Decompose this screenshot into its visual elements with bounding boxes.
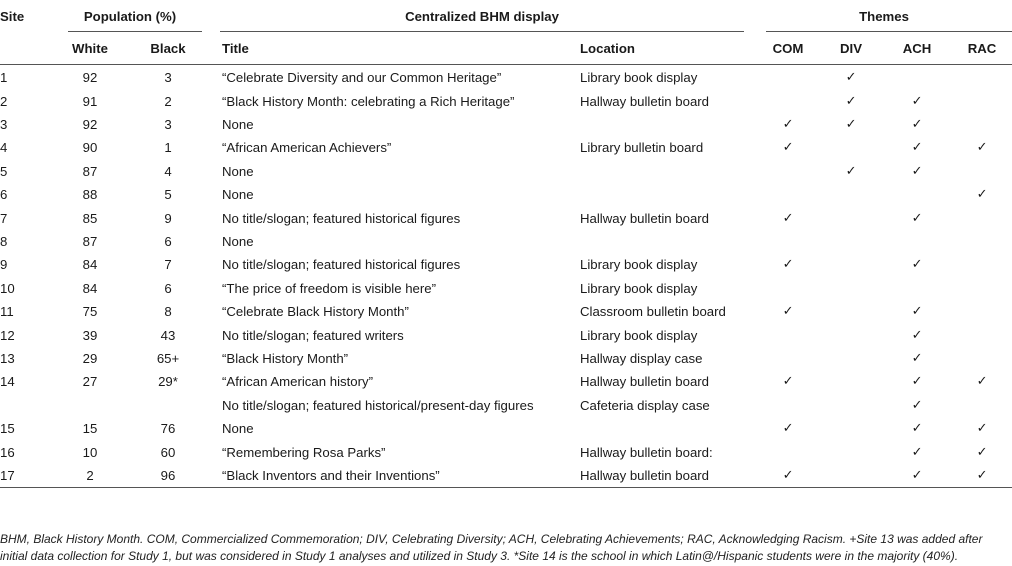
cell-ach: ✓: [911, 140, 923, 156]
cell-div: ✓: [845, 117, 857, 133]
cell-div: ✓: [845, 93, 857, 109]
cell-div: ✓: [845, 69, 857, 85]
cell-site: 14: [0, 374, 15, 390]
table-row: [0, 370, 1012, 393]
cell-white: 84: [82, 257, 98, 273]
cell-black: 6: [164, 234, 172, 250]
cell-white: 88: [82, 187, 98, 203]
cell-div: [820, 300, 882, 323]
cell-site: 2: [0, 93, 8, 109]
cell-white: 84: [82, 280, 98, 296]
cell-div: [820, 417, 882, 440]
cell-location: Hallway bulletin board: [580, 210, 710, 226]
cell-rac: ✓: [952, 464, 1012, 488]
cell-rac: [952, 206, 1012, 229]
cell-rac: [952, 394, 1012, 417]
cell-location: Library book display: [580, 280, 698, 296]
cell-ach: [882, 183, 952, 206]
cell-div: [820, 370, 882, 393]
cell-black: 7: [164, 257, 172, 273]
cell-black: [128, 394, 208, 417]
cell-black: 3: [164, 69, 172, 85]
cell-com: [756, 65, 820, 90]
cell-white: 91: [82, 93, 98, 109]
cell-ach: [882, 230, 952, 253]
cell-location: Classroom bulletin board: [580, 304, 726, 320]
table-row: [0, 183, 1012, 206]
cell-div: [820, 183, 882, 206]
col-header-rac: RAC: [952, 32, 1012, 65]
cell-site: 12: [0, 327, 15, 343]
col-header-site-spacer: [0, 32, 52, 65]
cell-ach: ✓: [911, 350, 923, 366]
cell-ach: ✓: [911, 163, 923, 179]
cell-black: 9: [164, 210, 172, 226]
cell-white: 90: [82, 140, 98, 156]
table-row: [0, 347, 1012, 370]
cell-ach: ✓: [911, 304, 923, 320]
cell-site: 7: [0, 210, 8, 226]
cell-black: 76: [160, 421, 176, 437]
cell-rac: ✓: [976, 140, 988, 156]
cell-black: 3: [164, 117, 172, 133]
cell-site: 15: [0, 421, 15, 437]
col-header-population: Population (%): [52, 0, 208, 32]
cell-white: [52, 394, 128, 417]
cell-title: “Celebrate Diversity and our Common Heritage”: [222, 69, 502, 85]
cell-ach: ✓: [911, 327, 923, 343]
cell-location: Library book display: [580, 69, 698, 85]
cell-site: 9: [0, 257, 8, 273]
cell-location: Hallway bulletin board: [580, 464, 756, 488]
cell-title: No title/slogan; featured historical figures: [222, 257, 461, 273]
col-header-black: Black: [128, 32, 208, 65]
cell-com: [756, 230, 820, 253]
cell-title: “Black History Month”: [222, 350, 349, 366]
cell-com: ✓: [782, 304, 794, 320]
cell-location: Cafeteria display case: [580, 397, 710, 413]
table-row: [0, 277, 1012, 300]
cell-title: “Celebrate Black History Month”: [222, 304, 409, 320]
cell-ach: ✓: [911, 210, 923, 226]
cell-ach: [882, 277, 952, 300]
table-row: [0, 300, 1012, 323]
table-row: [0, 323, 1012, 346]
cell-location: [580, 113, 756, 136]
cell-site: 16: [0, 444, 15, 460]
cell-black: 8: [164, 304, 172, 320]
table-row: [0, 206, 1012, 229]
cell-com: [756, 394, 820, 417]
cell-site: 3: [0, 117, 8, 133]
cell-white: 92: [82, 117, 98, 133]
col-header-location: Location: [580, 32, 756, 65]
cell-white: 29: [82, 350, 98, 366]
cell-site: 8: [0, 234, 8, 250]
cell-white: 92: [82, 69, 98, 85]
cell-com: [756, 347, 820, 370]
cell-ach: [882, 65, 952, 90]
cell-div: [820, 464, 882, 488]
cell-ach: ✓: [911, 374, 923, 390]
table-row: [0, 464, 1012, 488]
cell-div: [820, 347, 882, 370]
cell-location: [580, 183, 756, 206]
cell-div: [820, 206, 882, 229]
cell-rac: ✓: [976, 187, 988, 203]
cell-black: 43: [160, 327, 176, 343]
cell-title: None: [222, 187, 254, 203]
cell-ach: ✓: [911, 257, 923, 273]
cell-location: Library book display: [580, 327, 698, 343]
cell-black: 96: [128, 464, 208, 488]
cell-black: 2: [164, 93, 172, 109]
cell-rac: [952, 323, 1012, 346]
table-row: [0, 65, 1012, 90]
table-row: [0, 90, 1012, 113]
cell-white: 87: [82, 163, 98, 179]
cell-site: 17: [0, 464, 52, 488]
cell-rac: [952, 300, 1012, 323]
cell-title: None: [222, 234, 254, 250]
cell-ach: ✓: [911, 421, 923, 437]
cell-title: “Black History Month: celebrating a Rich Heritage”: [222, 93, 515, 109]
cell-div: [820, 136, 882, 159]
cell-rac: ✓: [976, 421, 988, 437]
cell-rac: [952, 160, 1012, 183]
cell-white: 15: [82, 421, 98, 437]
col-header-ach: ACH: [882, 32, 952, 65]
cell-site: [0, 394, 52, 417]
cell-black: 6: [164, 280, 172, 296]
cell-com: [756, 323, 820, 346]
cell-site: 11: [0, 304, 14, 320]
cell-rac: [952, 113, 1012, 136]
table-row: [0, 230, 1012, 253]
cell-ach: ✓: [911, 93, 923, 109]
cell-location: Hallway bulletin board: [580, 93, 710, 109]
cell-black: 29*: [158, 374, 178, 390]
cell-location: [580, 230, 756, 253]
cell-site: 13: [0, 350, 15, 366]
cell-rac: [952, 347, 1012, 370]
cell-title: “African American Achievers”: [222, 140, 392, 156]
col-header-white: White: [52, 32, 128, 65]
cell-title: No title/slogan; featured historical/present-day figures: [222, 397, 534, 413]
cell-black: 60: [160, 444, 176, 460]
cell-div: ✓: [845, 163, 857, 179]
col-header-div: DIV: [820, 32, 882, 65]
cell-title: No title/slogan; featured historical figures: [222, 210, 461, 226]
cell-com: ✓: [756, 464, 820, 488]
col-header-themes: Themes: [756, 0, 1012, 32]
cell-rac: [952, 90, 1012, 113]
cell-title: None: [222, 163, 254, 179]
cell-com: ✓: [782, 140, 794, 156]
cell-rac: [952, 253, 1012, 276]
cell-div: [820, 277, 882, 300]
col-header-bhm-display: Centralized BHM display: [208, 0, 756, 32]
cell-location: Hallway bulletin board: [580, 374, 710, 390]
cell-title: None: [222, 117, 254, 133]
cell-ach: ✓: [882, 464, 952, 488]
cell-com: ✓: [782, 421, 794, 437]
cell-black: 65+: [156, 350, 180, 366]
cell-com: [756, 90, 820, 113]
cell-location: Library bulletin board: [580, 140, 704, 156]
cell-white: 87: [82, 234, 98, 250]
cell-location: [580, 160, 756, 183]
table-row: [0, 136, 1012, 159]
cell-site: 5: [0, 163, 8, 179]
cell-white: 75: [82, 304, 98, 320]
col-header-site: Site: [0, 8, 25, 24]
table-row: [0, 417, 1012, 440]
cell-rac: ✓: [976, 444, 988, 460]
cell-rac: [952, 230, 1012, 253]
cell-ach: ✓: [911, 444, 923, 460]
cell-title: “Remembering Rosa Parks”: [222, 444, 386, 460]
cell-rac: [952, 277, 1012, 300]
cell-site: 10: [0, 280, 15, 296]
cell-white: 2: [52, 464, 128, 488]
cell-div: [820, 440, 882, 463]
cell-ach: ✓: [911, 117, 923, 133]
table-body: [0, 65, 1012, 488]
cell-div: [820, 394, 882, 417]
cell-site: 1: [0, 69, 8, 85]
col-header-com: COM: [756, 32, 820, 65]
cell-com: [756, 183, 820, 206]
cell-black: 5: [164, 187, 172, 203]
cell-white: 10: [82, 444, 98, 460]
cell-title: “The price of freedom is visible here”: [222, 280, 437, 296]
table-footnote: BHM, Black History Month. COM, Commercialized Commemoration; DIV, Celebrating Diversity; ACH, Celebrating Achievements; RAC, Acknowledging Racism. +Site 13 was added after initial data collection for Study 1, but was considered in Study 1 analyses and utilized in Study 3. *Site 14 is the school in which Latin@/Hispanic students were in the majority (40%).: [0, 532, 983, 563]
cell-title: “African American history”: [222, 374, 373, 390]
cell-com: [756, 440, 820, 463]
table-row: [0, 113, 1012, 136]
table-row: [0, 440, 1012, 463]
cell-title: No title/slogan; featured writers: [222, 327, 404, 343]
cell-site: 6: [0, 187, 8, 203]
cell-black: 1: [164, 140, 172, 156]
cell-white: 39: [82, 327, 98, 343]
cell-location: [580, 417, 756, 440]
cell-title: “Black Inventors and their Inventions”: [208, 464, 580, 488]
cell-div: [820, 323, 882, 346]
cell-com: ✓: [782, 210, 794, 226]
cell-com: ✓: [782, 117, 794, 133]
cell-location: Library book display: [580, 257, 698, 273]
cell-title: None: [222, 421, 254, 437]
cell-site: 4: [0, 140, 8, 156]
cell-div: [820, 253, 882, 276]
cell-rac: [952, 65, 1012, 90]
cell-location: Hallway bulletin board:: [580, 444, 713, 460]
cell-com: ✓: [782, 374, 794, 390]
cell-black: 4: [164, 163, 172, 179]
col-header-title: Title: [208, 32, 580, 65]
table-row: [0, 160, 1012, 183]
cell-com: ✓: [782, 257, 794, 273]
table-row: [0, 253, 1012, 276]
cell-white: 85: [82, 210, 98, 226]
cell-ach: ✓: [911, 397, 923, 413]
cell-com: [756, 160, 820, 183]
table-row: [0, 394, 1012, 417]
cell-rac: ✓: [976, 374, 988, 390]
cell-location: Hallway display case: [580, 350, 703, 366]
cell-white: 27: [82, 374, 98, 390]
cell-com: [756, 277, 820, 300]
cell-div: [820, 230, 882, 253]
